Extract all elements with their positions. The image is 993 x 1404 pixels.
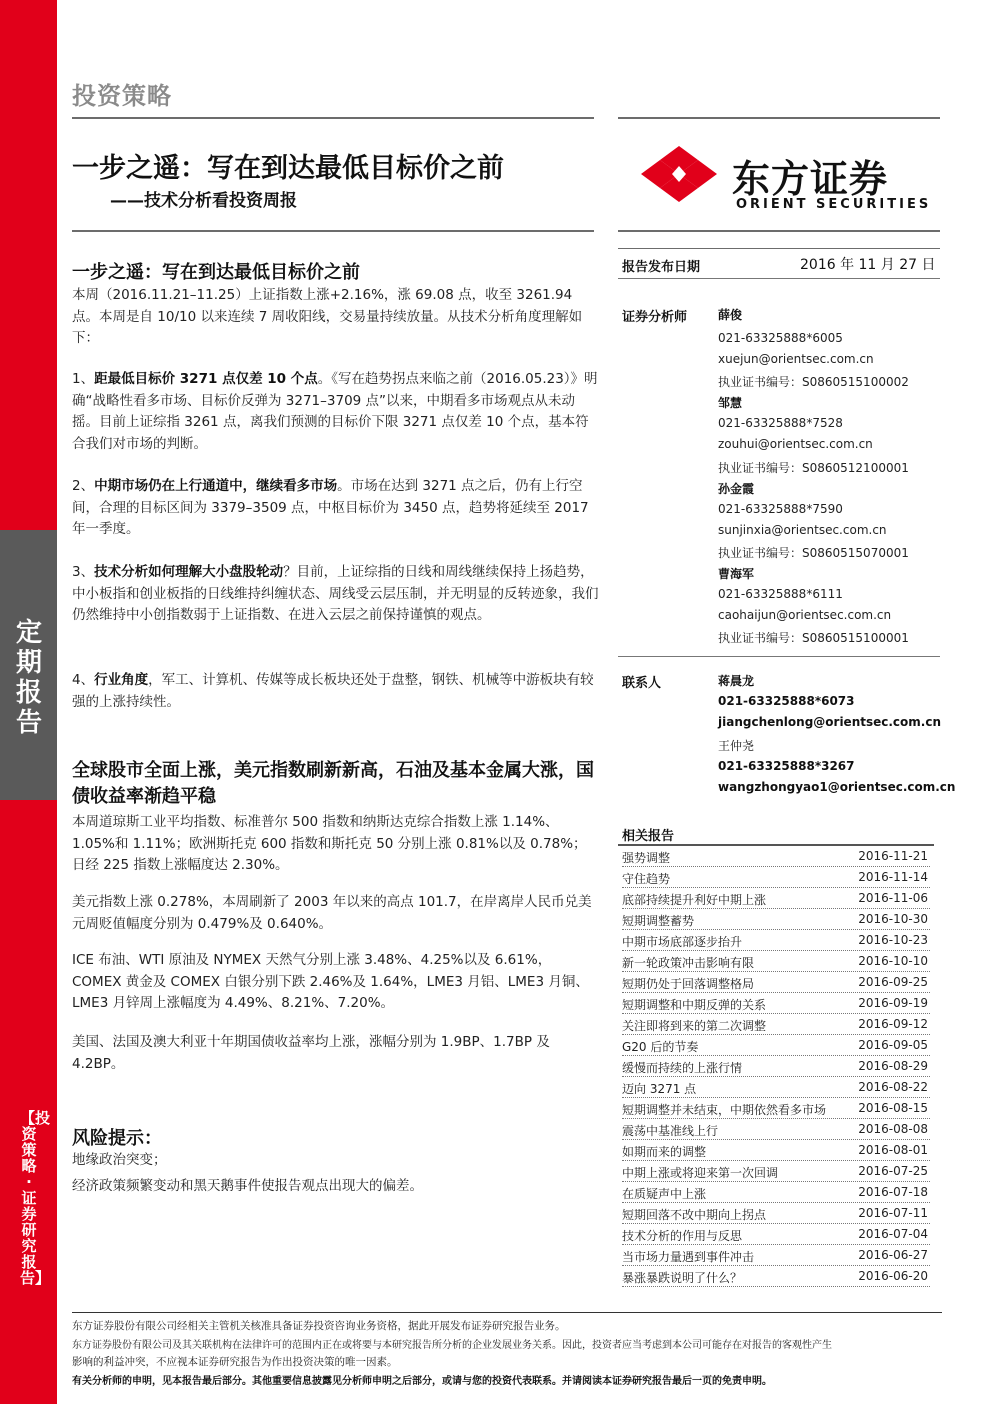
related-report-row[interactable] xyxy=(622,1161,930,1182)
related-report-date: 2016-10-10 xyxy=(858,954,928,968)
footer-rule xyxy=(72,1312,942,1313)
contact-phone: 021-63325888*6073 xyxy=(718,694,855,708)
risk-item-1: 地缘政治突变； xyxy=(72,1152,167,1168)
point-3 xyxy=(72,562,600,627)
logo-en-text: ORIENT SECURITIES xyxy=(736,197,932,212)
related-report-date: 2016-08-01 xyxy=(858,1143,928,1157)
analyst-cert: 执业证书编号：S0860515100001 xyxy=(718,631,909,645)
contact-email[interactable]: wangzhongyao1@orientsec.com.cn xyxy=(718,780,956,794)
related-report-date: 2016-11-21 xyxy=(858,849,928,863)
related-report-date: 2016-07-11 xyxy=(858,1206,928,1220)
related-report-date: 2016-09-19 xyxy=(858,996,928,1010)
analyst-phone: 021-63325888*6111 xyxy=(718,587,843,601)
related-report-title: 缓慢而持续的上涨行情 xyxy=(622,1061,743,1075)
related-report-title: 暴涨暴跌说明了什么？ xyxy=(622,1271,743,1285)
related-report-row[interactable] xyxy=(622,1098,930,1119)
related-report-date: 2016-06-27 xyxy=(858,1248,928,1262)
analyst-name: 孙金霞 xyxy=(718,482,755,496)
point-2-bold: 中期市场仍在上行通道中，继续看多市场 xyxy=(94,478,338,494)
related-report-title: 如期而来的调整 xyxy=(622,1145,707,1159)
date-label: 报告发布日期 xyxy=(622,260,701,275)
section2-para-4: 美国、法国及澳大利亚十年期国债收益率均上涨，涨幅分别为 1.9BP、1.7BP 及 4.2BP。 xyxy=(72,1034,550,1072)
point-1-num: 1、 xyxy=(72,371,95,387)
risk-title: 风险提示： xyxy=(72,1128,162,1149)
related-report-title: 新一轮政策冲击影响有限 xyxy=(622,956,755,970)
related-report-title: 短期调整蓄势 xyxy=(622,914,695,928)
analyst-cert: 执业证书编号：S0860512100001 xyxy=(718,461,909,475)
related-report-title: 震荡中基准线上行 xyxy=(622,1124,719,1138)
section2-para-2: 美元指数上涨 0.278%，本周刷新了 2003 年以来的高点 101.7，在岸离岸人民币兑美元周贬值幅度分别为 0.479%及 0.640%。 xyxy=(72,894,592,932)
report-type-label: 定期报告 xyxy=(15,618,42,738)
related-report-date: 2016-08-22 xyxy=(858,1080,928,1094)
analyst-cert: 执业证书编号：S0860515070001 xyxy=(718,546,909,560)
related-report-row[interactable] xyxy=(622,993,930,1014)
report-date: 2016 年 11 月 27 日 xyxy=(800,257,936,273)
related-report-row[interactable] xyxy=(622,1245,930,1266)
related-report-title: 当市场力量遇到事件冲击 xyxy=(622,1250,755,1264)
related-report-title: 短期回落不改中期向上拐点 xyxy=(622,1208,767,1222)
related-report-row[interactable] xyxy=(622,1266,930,1287)
related-report-row[interactable] xyxy=(622,1224,930,1245)
analyst-email[interactable]: sunjinxia@orientsec.com.cn xyxy=(718,523,887,537)
point-4-num: 4、 xyxy=(72,672,95,688)
contact-label: 联系人 xyxy=(622,676,662,691)
related-report-date: 2016-11-14 xyxy=(858,870,928,884)
related-report-date: 2016-08-15 xyxy=(858,1101,928,1115)
related-report-title: 在质疑声中上涨 xyxy=(622,1187,707,1201)
point-4-text: ，军工、计算机、传媒等成长板块还处于盘整，钢铁、机械等中游板块有较强的上涨持续性。 xyxy=(72,672,594,710)
analyst-name: 薛俊 xyxy=(718,308,743,322)
related-report-row[interactable] xyxy=(622,1203,930,1224)
analyst-phone: 021-63325888*7590 xyxy=(718,502,843,516)
related-report-row[interactable] xyxy=(622,888,930,909)
section1-intro: 本周（2016.11.21–11.25）上证指数上涨+2.16%，涨 69.08 点，收至 3261.94 点。本周是自 10/10 以来连续 7 周收阳线，交易量持续放量。从技术分析角度理解如下： xyxy=(72,287,583,346)
related-report-row[interactable] xyxy=(622,867,930,888)
point-2-text: 。市场在达到 3271 点之后，仍有上行空间，合理的目标区间为 3379–3509 点，中枢目标价为 3450 点，趋势将延续至 2017 年一季度。 xyxy=(72,478,589,537)
related-report-row[interactable] xyxy=(622,951,930,972)
related-report-date: 2016-08-29 xyxy=(858,1059,928,1073)
section-label: 投资策略 xyxy=(72,82,172,110)
point-3-bold: 技术分析如何理解大小盘股轮动 xyxy=(94,564,284,580)
date-rule xyxy=(618,248,940,249)
related-report-row[interactable] xyxy=(622,909,930,930)
related-report-title: 守住趋势 xyxy=(622,872,671,886)
related-report-date: 2016-07-25 xyxy=(858,1164,928,1178)
analyst-name: 曹海军 xyxy=(718,567,755,581)
sidebar-bottom-band xyxy=(0,800,57,1404)
related-report-row[interactable] xyxy=(622,1014,930,1035)
related-report-title: 底部持续提升利好中期上涨 xyxy=(622,893,767,907)
related-report-title: G20 后的节奏 xyxy=(622,1040,699,1054)
related-report-date: 2016-10-30 xyxy=(858,912,928,926)
related-report-title: 中期上涨或将迎来第一次回调 xyxy=(622,1166,779,1180)
footer-line-3: 影响的利益冲突，不应视本证券研究报告为作出投资决策的唯一因素。 xyxy=(72,1356,398,1368)
related-report-date: 2016-09-12 xyxy=(858,1017,928,1031)
sidebar-type-band xyxy=(0,530,57,800)
related-report-title: 技术分析的作用与反思 xyxy=(622,1229,743,1243)
related-report-row[interactable] xyxy=(622,1077,930,1098)
analyst-cert: 执业证书编号：S0860515100002 xyxy=(718,375,909,389)
header-rule-right xyxy=(618,117,940,119)
contact-name: 王仲尧 xyxy=(718,739,755,753)
point-3-text: ？目前，上证综指的日线和周线继续保持上扬趋势，中小板指和创业板指的日线维持纠缠状态、周线受云层压制，并无明显的反转迹象，我们仍然维持中小创指数弱于上证指数、在进入云层之前保持谨慎的观点。 xyxy=(72,564,599,623)
footer-line-2: 东方证券股份有限公司及其关联机构在法律许可的范围内正在或将要与本研究报告所分析的企业发展业务关系。因此，投资者应当考虑到本公司可能存在对报告的客观性产生 xyxy=(72,1340,832,1351)
point-2 xyxy=(72,476,600,541)
contact-name: 蒋晨龙 xyxy=(718,674,755,688)
page-title: 一步之遥：写在到达最低目标价之前 xyxy=(72,153,504,184)
section2-title: 全球股市全面上涨，美元指数刷新新高，石油及基本金属大涨，国债收益率渐趋平稳 xyxy=(72,760,594,807)
analyst-email[interactable]: xuejun@orientsec.com.cn xyxy=(718,352,874,366)
analyst-phone: 021-63325888*7528 xyxy=(718,416,843,430)
page-subtitle: ——技术分析看投资周报 xyxy=(110,191,297,211)
contact-rule xyxy=(618,656,940,657)
footer-line-4: 有关分析师的申明，见本报告最后部分。其他重要信息披露见分析师申明之后部分，或请与您的投资代表联系。并请阅读本证券研究报告最后一页的免责申明。 xyxy=(72,1376,772,1387)
related-label: 相关报告 xyxy=(622,829,675,844)
contact-phone: 021-63325888*3267 xyxy=(718,759,855,773)
footer-line-1: 东方证券股份有限公司经相关主管机关核准具备证券投资咨询业务资格，据此开展发布证券研究报告业务。 xyxy=(72,1320,566,1332)
section2-para-3: ICE 布油、WTI 原油及 NYMEX 天然气分别上涨 3.48%、4.25%以及 6.61%，COMEX 黄金及 COMEX 白银分别下跌 2.46%及 1.64%，LME3 月铝、LME3 月铜、LME3 月锌周上涨幅度为 4.49%、8.21%、7.20%。 xyxy=(72,952,589,1011)
related-report-date: 2016-09-05 xyxy=(858,1038,928,1052)
related-report-date: 2016-11-06 xyxy=(858,891,928,905)
related-report-title: 强势调整 xyxy=(622,851,671,865)
related-report-row[interactable] xyxy=(622,846,930,867)
date-rule-bottom xyxy=(618,278,940,279)
point-1-text: 。《写在趋势拐点来临之前（2016.05.23）》明确“战略性看多市场、目标价反弹为 3271–3709 点”以来，中期看多市场观点从未动摇。目前上证综指 3261 点，离我们预测的目标价下限 3271 点仅差 10 个点，基本符合我们对市场的判断。 xyxy=(72,371,598,452)
related-report-date: 2016-10-23 xyxy=(858,933,928,947)
analyst-label: 证券分析师 xyxy=(622,310,688,325)
analyst-email[interactable]: zouhui@orientsec.com.cn xyxy=(718,437,873,451)
risk-item-2: 经济政策频繁变动和黑天鹅事件使报告观点出现大的偏差。 xyxy=(72,1178,423,1194)
section1-title: 一步之遥：写在到达最低目标价之前 xyxy=(72,262,360,283)
point-2-num: 2、 xyxy=(72,478,95,494)
analyst-phone: 021-63325888*6005 xyxy=(718,331,843,345)
point-3-num: 3、 xyxy=(72,564,95,580)
series-label: 【投资策略·证券研究报告】 xyxy=(20,1109,51,1287)
orient-logo-icon xyxy=(638,144,720,210)
related-report-row[interactable] xyxy=(622,930,930,951)
section2-para-1: 本周道琼斯工业平均指数、标准普尔 500 指数和纳斯达克综合指数上涨 1.14%、1.05%和 1.11%；欧洲斯托克 600 指数和斯托克 50 分别上涨 0.81%以及 0.78%；日经 225 指数上涨幅度达 2.30%。 xyxy=(72,814,587,873)
point-4-bold: 行业角度 xyxy=(94,672,149,688)
related-report-date: 2016-06-20 xyxy=(858,1269,928,1283)
related-report-row[interactable] xyxy=(622,1119,930,1140)
related-report-title: 迈向 3271 点 xyxy=(622,1082,697,1096)
related-report-title: 短期调整并未结束，中期依然看多市场 xyxy=(622,1103,827,1117)
related-report-date: 2016-08-08 xyxy=(858,1122,928,1136)
related-report-title: 中期市场底部逐步抬升 xyxy=(622,935,743,949)
point-4 xyxy=(72,670,600,713)
logo-cn-text: 东方证券 xyxy=(732,157,889,201)
contact-email[interactable]: jiangchenlong@orientsec.com.cn xyxy=(718,715,942,729)
related-report-row[interactable] xyxy=(622,972,930,993)
analyst-email[interactable]: caohaijun@orientsec.com.cn xyxy=(718,608,892,622)
related-report-title: 短期调整和中期反弹的关系 xyxy=(622,998,767,1012)
related-report-title: 关注即将到来的第二次调整 xyxy=(622,1019,767,1033)
related-report-row[interactable] xyxy=(622,1035,930,1056)
related-report-date: 2016-09-25 xyxy=(858,975,928,989)
point-1 xyxy=(72,369,600,455)
sidebar-top-band xyxy=(0,0,57,530)
header-rule-left xyxy=(72,117,594,119)
related-report-date: 2016-07-04 xyxy=(858,1227,928,1241)
related-report-title: 短期仍处于回落调整格局 xyxy=(622,977,755,991)
title-rule xyxy=(72,230,594,232)
analyst-name: 邹慧 xyxy=(718,396,743,410)
logo-rule xyxy=(618,230,940,232)
point-1-bold: 距最低目标价 3271 点仅差 10 个点 xyxy=(94,371,318,387)
related-report-row[interactable] xyxy=(622,1056,930,1077)
related-report-row[interactable] xyxy=(622,1182,930,1203)
related-report-row[interactable] xyxy=(622,1140,930,1161)
related-report-date: 2016-07-18 xyxy=(858,1185,928,1199)
